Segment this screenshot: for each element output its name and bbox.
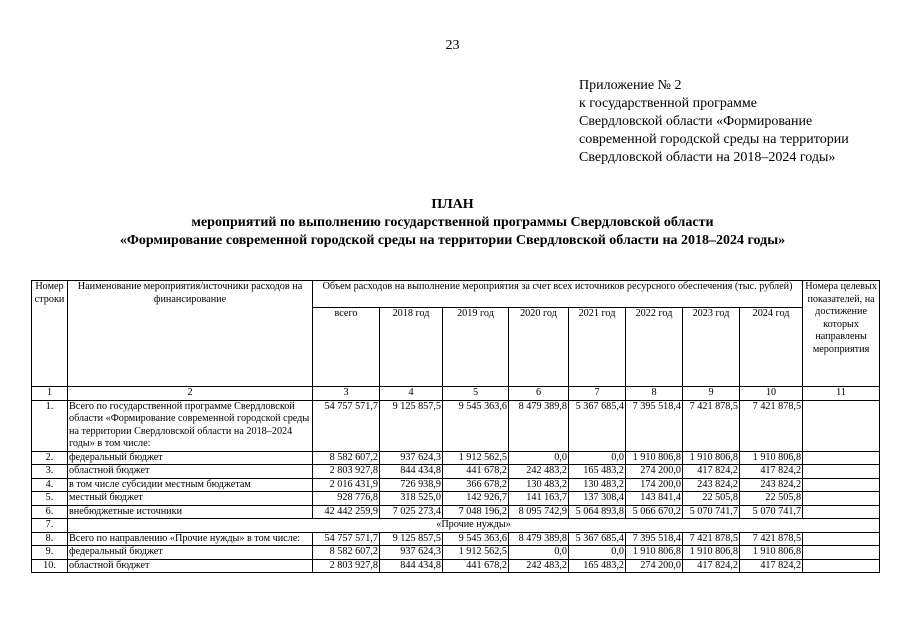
- indicator-cell: [803, 492, 880, 506]
- amount-cell: 9 125 857,5: [380, 532, 443, 546]
- appendix-line: Приложение № 2: [579, 78, 682, 93]
- page-number: 23: [445, 38, 460, 53]
- amount-cell: 928 776,8: [313, 492, 380, 506]
- column-number: 7: [569, 387, 626, 401]
- amount-cell: 274 200,0: [626, 465, 683, 479]
- amount-cell: 2 016 431,9: [313, 478, 380, 492]
- amount-cell: 0,0: [509, 546, 569, 560]
- amount-cell: 417 824,2: [683, 559, 740, 573]
- title-heading: ПЛАН: [431, 197, 474, 212]
- column-number: 5: [443, 387, 509, 401]
- column-number: 10: [740, 387, 803, 401]
- title-program-name: «Формирование современной городской среды на территории Свердловской области на 2018–2024 годы»: [119, 233, 786, 248]
- amount-cell: 5 367 685,4: [569, 400, 626, 451]
- amount-cell: 54 757 571,7: [313, 400, 380, 451]
- header-year: всего: [313, 308, 380, 387]
- amount-cell: 8 479 389,8: [509, 400, 569, 451]
- amount-cell: 143 841,4: [626, 492, 683, 506]
- amount-cell: 54 757 571,7: [313, 532, 380, 546]
- amount-cell: 1 910 806,8: [683, 546, 740, 560]
- amount-cell: 844 434,8: [380, 559, 443, 573]
- amount-cell: 1 912 562,5: [443, 451, 509, 465]
- row-number-cell: 9.: [32, 546, 68, 560]
- amount-cell: 7 025 273,4: [380, 505, 443, 519]
- header-year: 2020 год: [509, 308, 569, 387]
- amount-cell: 417 824,2: [740, 559, 803, 573]
- amount-cell: 8 582 607,2: [313, 451, 380, 465]
- amount-cell: 42 442 259,9: [313, 505, 380, 519]
- amount-cell: 5 367 685,4: [569, 532, 626, 546]
- amount-cell: 366 678,2: [443, 478, 509, 492]
- indicator-cell: [803, 559, 880, 573]
- row-number-cell: 8.: [32, 532, 68, 546]
- header-volume: Объем расходов на выполнение мероприятия за счет всех источников ресурсного обеспечения (тыс. рублей): [313, 281, 803, 308]
- amount-cell: 130 483,2: [569, 478, 626, 492]
- row-number-cell: 10.: [32, 559, 68, 573]
- amount-cell: 441 678,2: [443, 559, 509, 573]
- amount-cell: 441 678,2: [443, 465, 509, 479]
- amount-cell: 9 545 363,6: [443, 400, 509, 451]
- table-row: [32, 559, 880, 573]
- appendix-line: современной городской среды на территории: [579, 132, 849, 147]
- indicator-cell: [803, 465, 880, 479]
- column-number: 11: [803, 387, 880, 401]
- amount-cell: 22 505,8: [683, 492, 740, 506]
- amount-cell: 141 163,7: [509, 492, 569, 506]
- row-number-cell: 4.: [32, 478, 68, 492]
- title-subheading: мероприятий по выполнению государственной программы Свердловской области: [191, 215, 714, 230]
- appendix-line: Свердловской области на 2018–2024 годы»: [579, 150, 836, 165]
- header-indicators: Номера целевых показателей, на достижение которых направлены мероприятия: [803, 281, 880, 387]
- row-name-cell: внебюджетные источники: [68, 505, 313, 519]
- section-cell: «Прочие нужды»: [68, 519, 880, 533]
- header-year: 2024 год: [740, 308, 803, 387]
- column-number: 2: [68, 387, 313, 401]
- row-name-cell: федеральный бюджет: [68, 546, 313, 560]
- indicator-cell: [803, 478, 880, 492]
- amount-cell: 242 483,2: [509, 559, 569, 573]
- amount-cell: 0,0: [509, 451, 569, 465]
- column-number: 9: [683, 387, 740, 401]
- appendix-note: [579, 77, 899, 167]
- amount-cell: 8 582 607,2: [313, 546, 380, 560]
- table-row: [32, 465, 880, 479]
- table-row: [32, 546, 880, 560]
- row-name-cell: местный бюджет: [68, 492, 313, 506]
- amount-cell: 417 824,2: [683, 465, 740, 479]
- amount-cell: 1 910 806,8: [683, 451, 740, 465]
- amount-cell: 7 421 878,5: [683, 400, 740, 451]
- column-numbers-row: [32, 387, 880, 401]
- amount-cell: 274 200,0: [626, 559, 683, 573]
- row-name-cell: Всего по государственной программе Свердловской области «Формирование современной городской среды на территории Свердловской области на 2018–2024 годы» в том числе:: [68, 400, 313, 451]
- amount-cell: 1 912 562,5: [443, 546, 509, 560]
- amount-cell: 5 070 741,7: [683, 505, 740, 519]
- table-row: [32, 492, 880, 506]
- header-year: 2022 год: [626, 308, 683, 387]
- amount-cell: 1 910 806,8: [626, 451, 683, 465]
- amount-cell: 2 803 927,8: [313, 559, 380, 573]
- amount-cell: 130 483,2: [509, 478, 569, 492]
- amount-cell: 417 824,2: [740, 465, 803, 479]
- amount-cell: 243 824,2: [740, 478, 803, 492]
- header-year: 2018 год: [380, 308, 443, 387]
- amount-cell: 937 624,3: [380, 451, 443, 465]
- amount-cell: 7 395 518,4: [626, 532, 683, 546]
- amount-cell: 242 483,2: [509, 465, 569, 479]
- document-title: [0, 196, 905, 250]
- header-year: 2019 год: [443, 308, 509, 387]
- column-number: 6: [509, 387, 569, 401]
- table-row: [32, 532, 880, 546]
- plan-table: [31, 280, 880, 573]
- header-row-number: Номер строки: [32, 281, 68, 387]
- table-row: [32, 505, 880, 519]
- header-row: [32, 281, 880, 308]
- amount-cell: 5 064 893,8: [569, 505, 626, 519]
- indicator-cell: [803, 451, 880, 465]
- amount-cell: 7 421 878,5: [683, 532, 740, 546]
- amount-cell: 5 070 741,7: [740, 505, 803, 519]
- row-number-cell: 5.: [32, 492, 68, 506]
- amount-cell: 726 938,9: [380, 478, 443, 492]
- amount-cell: 7 421 878,5: [740, 400, 803, 451]
- amount-cell: 0,0: [569, 451, 626, 465]
- row-name-cell: областной бюджет: [68, 559, 313, 573]
- amount-cell: 0,0: [569, 546, 626, 560]
- column-number: 4: [380, 387, 443, 401]
- row-name-cell: в том числе субсидии местным бюджетам: [68, 478, 313, 492]
- amount-cell: 1 910 806,8: [740, 546, 803, 560]
- amount-cell: 1 910 806,8: [740, 451, 803, 465]
- amount-cell: 137 308,4: [569, 492, 626, 506]
- amount-cell: 243 824,2: [683, 478, 740, 492]
- amount-cell: 1 910 806,8: [626, 546, 683, 560]
- row-name-cell: федеральный бюджет: [68, 451, 313, 465]
- header-name: Наименование мероприятия/источники расходов на финансирование: [68, 281, 313, 387]
- amount-cell: 318 525,0: [380, 492, 443, 506]
- amount-cell: 7 395 518,4: [626, 400, 683, 451]
- amount-cell: 7 048 196,2: [443, 505, 509, 519]
- amount-cell: 9 125 857,5: [380, 400, 443, 451]
- appendix-line: Свердловской области «Формирование: [579, 114, 813, 129]
- row-number-cell: 2.: [32, 451, 68, 465]
- amount-cell: 174 200,0: [626, 478, 683, 492]
- table-row: [32, 451, 880, 465]
- row-name-cell: Всего по направлению «Прочие нужды» в том числе:: [68, 532, 313, 546]
- indicator-cell: [803, 400, 880, 451]
- appendix-line: к государственной программе: [579, 96, 757, 111]
- table-row: [32, 519, 880, 533]
- amount-cell: 165 483,2: [569, 465, 626, 479]
- amount-cell: 937 624,3: [380, 546, 443, 560]
- indicator-cell: [803, 532, 880, 546]
- table-row: [32, 400, 880, 451]
- column-number: 8: [626, 387, 683, 401]
- header-year: 2021 год: [569, 308, 626, 387]
- row-number-cell: 3.: [32, 465, 68, 479]
- amount-cell: 844 434,8: [380, 465, 443, 479]
- indicator-cell: [803, 546, 880, 560]
- header-year: 2023 год: [683, 308, 740, 387]
- amount-cell: 5 066 670,2: [626, 505, 683, 519]
- amount-cell: 165 483,2: [569, 559, 626, 573]
- column-number: 1: [32, 387, 68, 401]
- amount-cell: 8 479 389,8: [509, 532, 569, 546]
- indicator-cell: [803, 505, 880, 519]
- table-row: [32, 478, 880, 492]
- amount-cell: 7 421 878,5: [740, 532, 803, 546]
- amount-cell: 2 803 927,8: [313, 465, 380, 479]
- row-number-cell: 1.: [32, 400, 68, 451]
- amount-cell: 142 926,7: [443, 492, 509, 506]
- row-name-cell: областной бюджет: [68, 465, 313, 479]
- row-number-cell: 7.: [32, 519, 68, 533]
- amount-cell: 9 545 363,6: [443, 532, 509, 546]
- column-number: 3: [313, 387, 380, 401]
- amount-cell: 8 095 742,9: [509, 505, 569, 519]
- amount-cell: 22 505,8: [740, 492, 803, 506]
- row-number-cell: 6.: [32, 505, 68, 519]
